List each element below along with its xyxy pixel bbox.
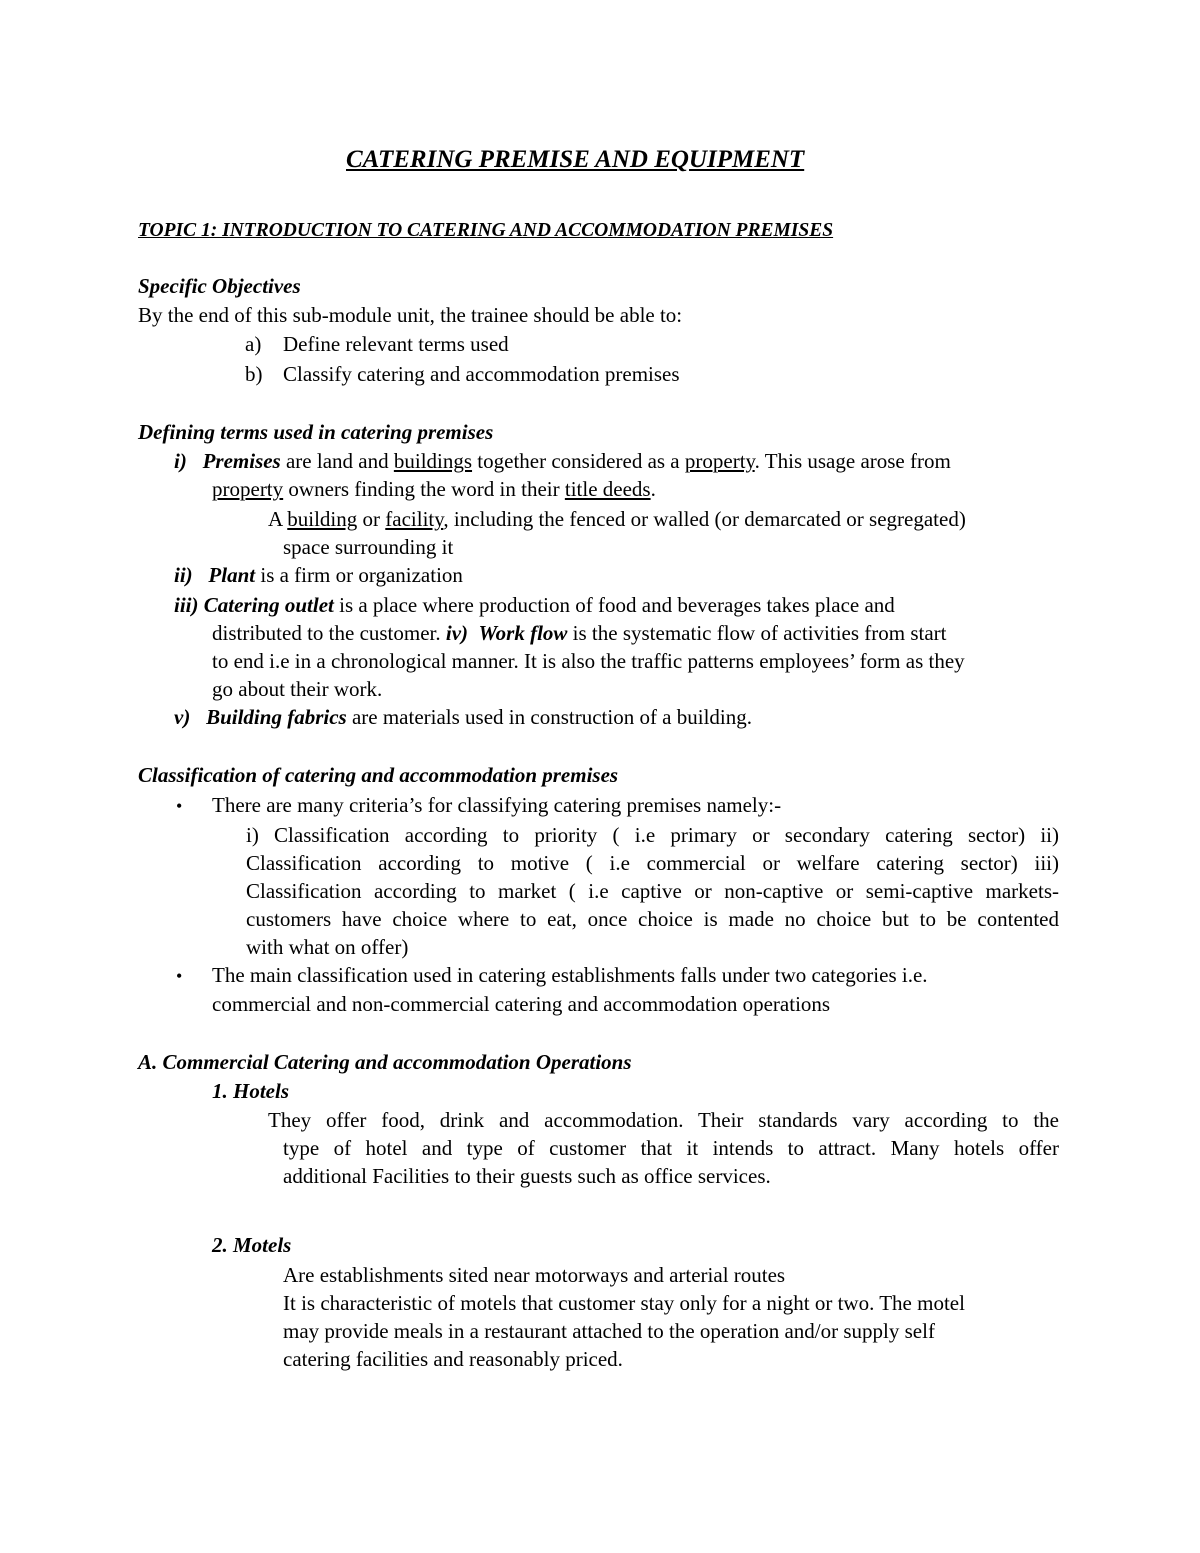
bullet-icon: • [176,796,183,816]
definition-premises [174,447,951,475]
definitions-heading: Defining terms used in catering premises [138,420,494,444]
underlined-term: facility [385,507,444,531]
definition-text: together considered as a [477,449,680,473]
classification-sub-line: customers have choice where to eat, once choice is made no choice but to be contented [246,907,1059,931]
objective-item: Classify catering and accommodation premises [283,362,680,386]
definition-term: Plant [208,563,256,587]
definition-text: . [650,477,656,501]
definition-premises-sub [268,505,966,533]
commercial-heading: A. Commercial Catering and accommodation Operations [138,1050,632,1074]
objectives-heading: Specific Objectives [138,274,301,298]
definition-marker: iv) [445,621,469,645]
definition-premises-sub-line2: space surrounding it [283,535,454,559]
topic-heading: TOPIC 1: INTRODUCTION TO CATERING AND ACCOMMODATION PREMISES [138,220,834,241]
definition-plant [174,561,463,589]
definition-text: or [362,507,381,531]
classification-sub-line: i) Classification according to priority ( i.e primary or secondary catering sector) ii) [246,823,1059,847]
definition-text: , including the fenced or walled (or demarcated or segregated) [443,507,966,531]
definition-text-line: go about their work. [212,677,383,701]
definition-work-flow [212,619,947,647]
definition-text: is the systematic flow of activities from start [572,621,947,645]
hotels-text: type of hotel and type of customer that it intends to attract. Many hotels offer [283,1136,1059,1160]
definition-premises-line2 [212,475,656,503]
definition-marker: i) [174,449,187,473]
objective-marker: b) [245,362,263,386]
motels-heading: 2. Motels [212,1233,292,1257]
definition-text: is a place where production of food and beverages takes place and [339,593,895,617]
definition-marker: ii) [174,563,193,587]
classification-bullet-line2: commercial and non-commercial catering and accommodation operations [212,992,831,1016]
definition-term: Work flow [478,621,568,645]
definition-text: are land and [285,449,389,473]
motels-text: catering facilities and reasonably priced. [283,1347,623,1371]
hotels-heading: 1. Hotels [212,1079,289,1103]
page-title: CATERING PREMISE AND EQUIPMENT [346,146,805,173]
definition-text: A [268,507,283,531]
underlined-term: title deeds [564,477,651,501]
definition-marker: v) [174,705,191,729]
classification-sub-line: with what on offer) [246,935,409,959]
classification-bullet: There are many criteria’s for classifying catering premises namely:- [212,793,782,817]
underlined-term: building [287,507,358,531]
definition-term: Building fabrics [206,705,347,729]
definition-marker: iii) [174,593,199,617]
classification-sub-line: Classification according to market ( i.e captive or non-captive or semi-captive markets- [246,879,1059,903]
motels-text: It is characteristic of motels that customer stay only for a night or two. The motel [283,1291,965,1315]
underlined-term: buildings [393,449,473,473]
definition-term: Premises [202,449,281,473]
motels-text: may provide meals in a restaurant attached to the operation and/or supply self [283,1319,935,1343]
definition-text: are materials used in construction of a building. [351,705,753,729]
classification-heading: Classification of catering and accommodation premises [138,763,619,787]
definition-text: . This usage arose from [754,449,951,473]
underlined-term: property [212,477,284,501]
definition-text: distributed to the customer. [212,621,441,645]
hotels-text: additional Facilities to their guests such as office services. [283,1164,771,1188]
motels-text: Are establishments sited near motorways and arterial routes [283,1263,786,1287]
definition-text: is a firm or organization [260,563,463,587]
definition-catering-outlet [174,591,895,619]
classification-sub-line: Classification according to motive ( i.e commercial or welfare catering sector) iii) [246,851,1059,875]
underlined-term: property [684,449,755,473]
definition-building-fabrics [174,703,752,731]
hotels-text: They offer food, drink and accommodation. Their standards vary according to the [268,1108,1059,1132]
objective-marker: a) [245,332,262,356]
definition-term: Catering outlet [203,593,334,617]
classification-bullet: The main classification used in catering establishments falls under two categories i.e. [212,963,928,987]
definition-text: owners finding the word in their [288,477,560,501]
objective-item: Define relevant terms used [283,332,509,356]
bullet-icon: • [176,966,183,986]
objectives-intro: By the end of this sub-module unit, the trainee should be able to: [138,303,683,327]
definition-text-line: to end i.e in a chronological manner. It is also the traffic patterns employees’ form as they [212,649,965,673]
